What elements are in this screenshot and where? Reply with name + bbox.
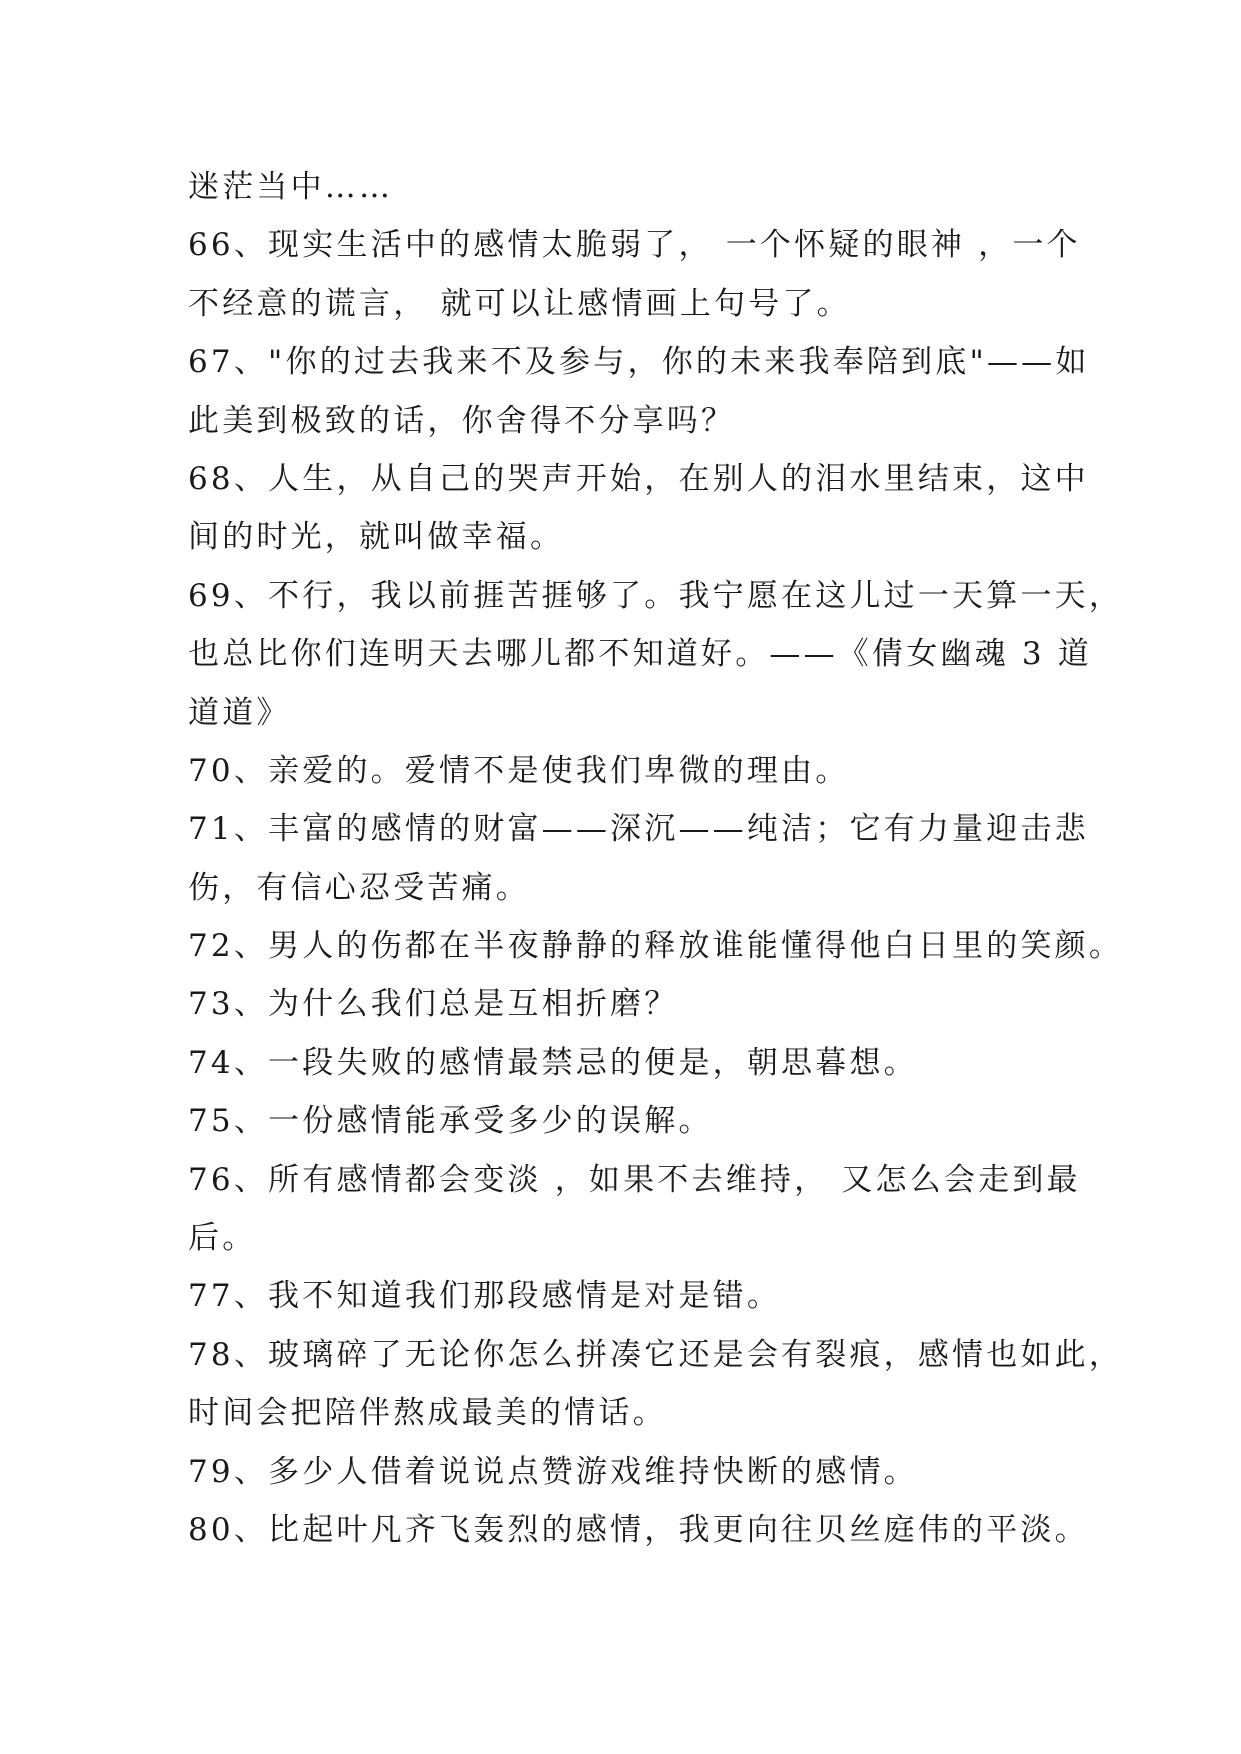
text-line: 后。	[188, 1220, 257, 1257]
text-line: 此美到极致的话，你舍得不分享吗？	[188, 402, 736, 439]
text-line: 77、我不知道我们那段感情是对是错。	[188, 1278, 782, 1315]
text-line: 也总比你们连明天去哪儿都不知道好。——《倩女幽魂 3 道	[188, 636, 1093, 673]
text-line: 道道》	[188, 694, 291, 731]
text-line: 74、一段失败的感情最禁忌的便是，朝思暮想。	[188, 1044, 918, 1081]
text-line: 67、"你的过去我来不及参与，你的未来我奉陪到底"——如	[188, 344, 1090, 381]
text-line: 伤，有信心忍受苦痛。	[188, 869, 530, 906]
text-line: 76、所有感情都会变淡 ，如果不去维持， 又怎么会走到最	[188, 1161, 1081, 1198]
text-line: 73、为什么我们总是互相折磨？	[188, 986, 679, 1023]
text-line: 时间会把陪伴熬成最美的情话。	[188, 1395, 667, 1432]
text-line: 75、一份感情能承受多少的误解。	[188, 1103, 713, 1140]
text-line: 不经意的谎言， 就可以让感情画上句号了。	[188, 285, 851, 322]
text-line: 71、丰富的感情的财富——深沉——纯洁；它有力量迎击悲	[188, 811, 1089, 848]
document-body	[188, 158, 1124, 1559]
text-line: 79、多少人借着说说点赞游戏维持快断的感情。	[188, 1453, 918, 1490]
text-line: 68、人生，从自己的哭声开始，在别人的泪水里结束，这中	[188, 460, 1089, 497]
text-line: 间的时光，就叫做幸福。	[188, 519, 565, 556]
text-line: 78、玻璃碎了无论你怎么拼凑它还是会有裂痕，感情也如此，	[188, 1336, 1124, 1373]
text-line: 66、现实生活中的感情太脆弱了， 一个怀疑的眼神 ，一个	[188, 227, 1081, 264]
text-line: 70、亲爱的。爱情不是使我们卑微的理由。	[188, 752, 850, 789]
text-line: 72、男人的伤都在半夜静静的释放谁能懂得他白日里的笑颜。	[188, 928, 1124, 965]
text-line: 迷茫当中……	[188, 169, 394, 205]
text-line: 80、比起叶凡齐飞轰烈的感情，我更向往贝丝庭伟的平淡。	[188, 1511, 1089, 1548]
text-line: 69、不行，我以前捱苦捱够了。我宁愿在这儿过一天算一天，	[188, 577, 1124, 614]
